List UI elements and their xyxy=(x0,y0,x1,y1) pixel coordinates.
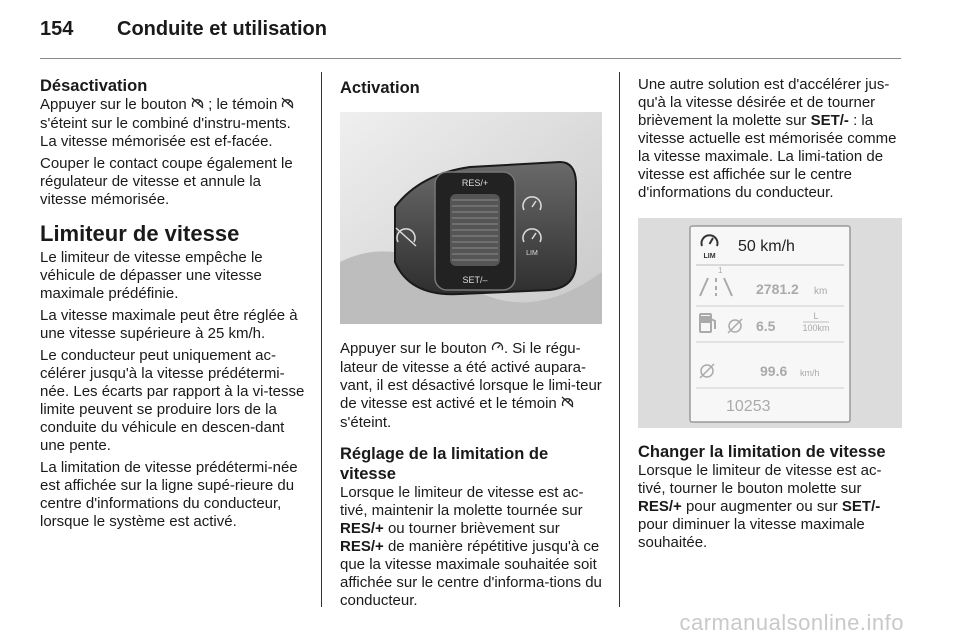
limiter-paragraph-1: Le limiteur de vitesse empêche le véhicule de dépasser une vitesse maximale prédéfinie. xyxy=(40,249,263,302)
header-rule xyxy=(40,58,901,59)
deactivation-heading: Désactivation xyxy=(40,77,148,95)
column-1 xyxy=(40,76,305,535)
deactivation-paragraph-2: Couper le contact coupe également le régulateur de vitesse et annule la vitesse mémorisée. xyxy=(40,155,293,208)
activation-heading: Activation xyxy=(340,79,420,97)
speed-limiter-icon xyxy=(491,341,504,359)
set-minus-label: SET/– xyxy=(462,275,488,285)
limiter-paragraph-4: La limitation de vitesse prédétermi-née est affichée sur la ligne supé-rieure du centre d'informations du conducteur, lorsque le système est activé. xyxy=(40,459,298,530)
trip-index: 1 xyxy=(718,266,723,275)
change-limit-paragraph: Lorsque le limiteur de vitesse est ac-tivé, tourner le bouton molette sur RES/+ pour augmenter ou sur SET/- pour diminuer la vitesse maximale souhaitée. xyxy=(638,462,882,551)
setting-paragraph-1: Lorsque le limiteur de vitesse est ac-tivé, maintenir la molette tournée sur RES/+ ou tourner brièvement sur RES/+ de manière répétitive jusqu'à ce que la vitesse maximale souhaitée soit affichée sur le centre d'informa-tions du conducteur. xyxy=(340,484,602,609)
steering-wheel-controls-figure xyxy=(340,112,602,324)
column-3 xyxy=(638,76,902,556)
driver-information-centre-figure xyxy=(638,218,902,428)
limiter-paragraph-2: La vitesse maximale peut être réglée à une vitesse supérieure à 25 km/h. xyxy=(40,307,298,342)
column-2 xyxy=(340,76,602,614)
limiter-off-icon xyxy=(191,97,204,115)
page-number: 154 xyxy=(40,18,74,40)
odometer-value: 10253 xyxy=(726,398,771,415)
activation-paragraph-1: Appuyer sur le bouton . Si le régu-lateur de vitesse a été activé aupara-vant, il est désactivé lorsque le limi-teur de vitesse est activé et le témoin s'éteint. xyxy=(340,340,602,431)
average-speed-value: 99.6 xyxy=(760,363,788,379)
display-lim-label: LIM xyxy=(703,253,716,260)
fuel-unit-bottom: 100km xyxy=(802,323,830,333)
limiter-off-icon xyxy=(561,396,574,414)
lim-label: LIM xyxy=(526,250,538,257)
trip-unit: km xyxy=(814,286,828,297)
limiter-paragraph-3: Le conducteur peut uniquement ac-célérer jusqu'à la vitesse prédétermi-née. Les écarts par rapport à la vi-tesse limite peuvent se produire lors de la conduite du véhicule en descen-dant une pente. xyxy=(40,347,305,454)
column-divider-2 xyxy=(619,72,620,607)
limiter-off-icon xyxy=(281,97,294,115)
limit-speed-value: 50 km/h xyxy=(738,238,795,255)
column-divider-1 xyxy=(321,72,322,607)
deactivation-paragraph-1: Appuyer sur le bouton ; le témoin s'éteint sur le combiné d'instru-ments. La vitesse mémorisée est ef-facée. xyxy=(40,96,305,151)
limiter-heading: Limiteur de vitesse xyxy=(40,221,240,246)
watermark: carmanualsonline.info xyxy=(679,610,904,635)
average-speed-unit: km/h xyxy=(800,368,820,378)
change-limit-heading: Changer la limitation de vitesse xyxy=(638,443,886,461)
alternative-paragraph: Une autre solution est d'accélérer jus-qu'à la vitesse désirée et de tourner brièvement la molette sur SET/- : la vitesse actuelle est mémorisée comme la vitesse maximale. La limi-tation de vitesse est affichée sur le centre d'informations du conducteur. xyxy=(638,76,897,201)
page-title: Conduite et utilisation xyxy=(117,18,327,40)
res-plus-label: RES/+ xyxy=(461,178,489,188)
fuel-consumption-value: 6.5 xyxy=(756,318,776,334)
trip-value: 2781.2 xyxy=(756,281,799,297)
setting-heading: Réglage de la limitation de vitesse xyxy=(340,445,549,483)
fuel-unit-top: L xyxy=(813,311,819,321)
